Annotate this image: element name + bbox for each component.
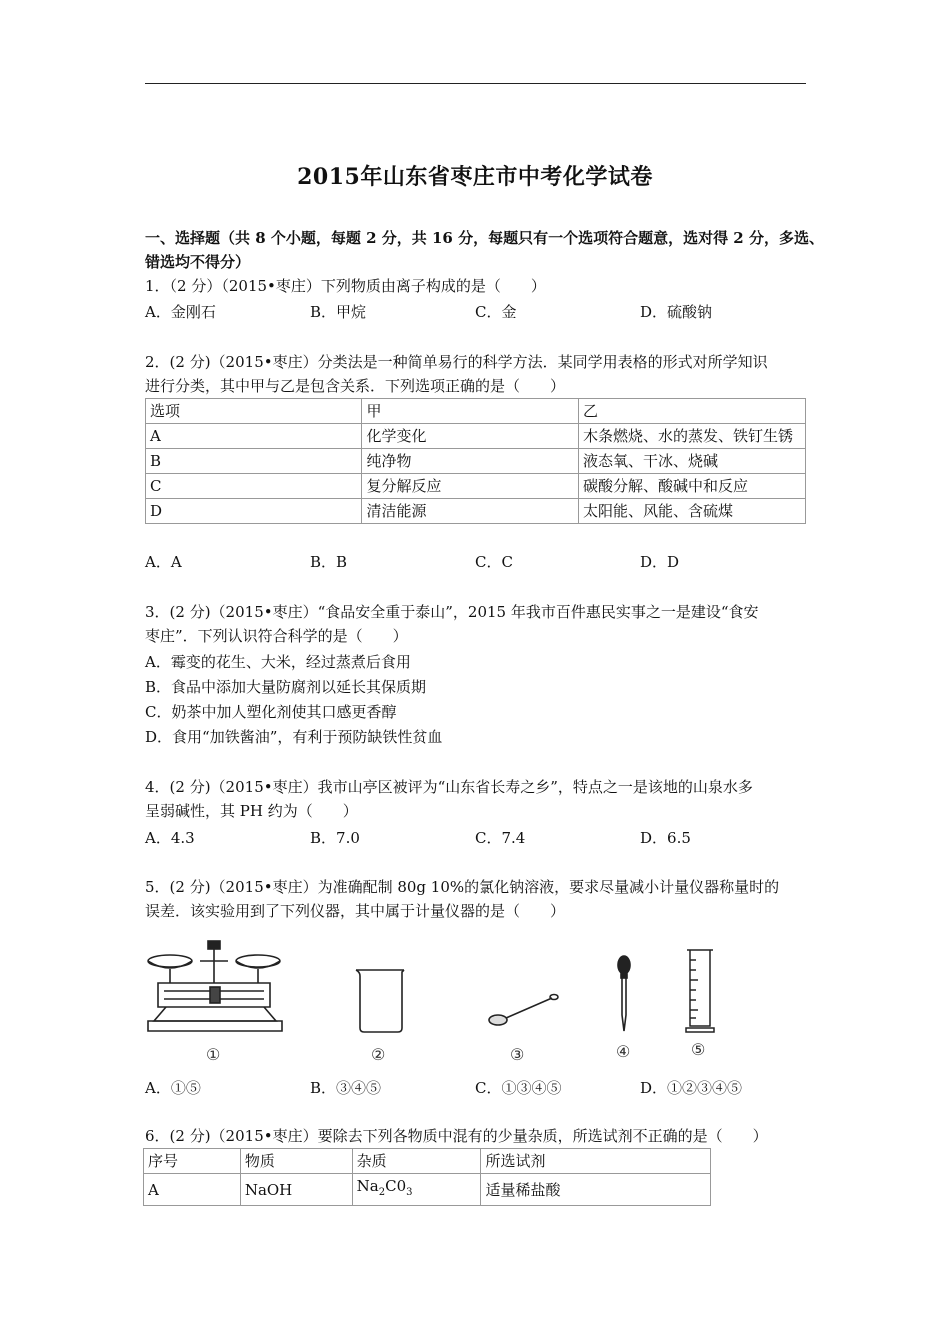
table-header-cell: 物质 (240, 1149, 352, 1174)
table-cell: B (146, 449, 362, 474)
q4-stem-cont: 呈弱碱性，其 PH 约为（ ） (145, 802, 358, 820)
beaker-icon (352, 966, 408, 1036)
q3-option-a[interactable]: A．霉变的花生、大米，经过蒸煮后食用 (145, 653, 411, 671)
q3-stem: 3．(2 分)（2015•枣庄）“食品安全重于泰山”，2015 年我市百件惠民实事之一是建设“食安 (145, 603, 759, 621)
instrument-caption-4: ④ (616, 1042, 631, 1061)
table-cell: A (146, 424, 362, 449)
q5-stem-cont: 误差．该实验用到了下列仪器，其中属于计量仪器的是（ ） (145, 902, 566, 920)
q2-option-a[interactable]: A．A (145, 553, 182, 571)
q4-option-b[interactable]: B．7.0 (310, 829, 360, 847)
table-header-row (146, 399, 806, 424)
q1-option-d[interactable]: D．硫酸钠 (640, 303, 713, 321)
header-rule (145, 83, 806, 84)
page-title: 2015年山东省枣庄市中考化学试卷 (297, 164, 653, 190)
q3-stem-cont: 枣庄”．下列认识符合科学的是（ ） (145, 627, 408, 645)
table-cell: NaOH (240, 1174, 352, 1206)
q4-option-d[interactable]: D．6.5 (640, 829, 691, 847)
table-cell: 清洁能源 (362, 499, 579, 524)
instrument-caption-3: ③ (510, 1045, 525, 1064)
q4-option-a[interactable]: A．4.3 (145, 829, 195, 847)
table-row (146, 474, 806, 499)
dropper-icon (612, 955, 636, 1035)
table-header-cell: 杂质 (352, 1149, 481, 1174)
table-header-cell: 乙 (579, 399, 806, 424)
table-cell-impurity (352, 1174, 481, 1206)
q5-option-a[interactable]: A．①⑤ (145, 1079, 201, 1097)
table-row (144, 1174, 711, 1206)
table-row (146, 499, 806, 524)
section-heading-cont: 错选均不得分） (145, 253, 251, 271)
q2-option-d[interactable]: D．D (640, 553, 680, 571)
table-header-cell: 所选试剂 (481, 1149, 711, 1174)
q6-stem: 6．(2 分)（2015•枣庄）要除去下列各物质中混有的少量杂质，所选试剂不正确的是（ ） (145, 1127, 768, 1145)
q5-stem: 5．(2 分)（2015•枣庄）为准确配制 80g 10%的氯化钠溶液，要求尽量减小计量仪器称量时的 (145, 878, 780, 896)
q2-option-c[interactable]: C．C (475, 553, 513, 571)
q3-option-b[interactable]: B．食品中添加大量防腐剂以延长其保质期 (145, 678, 427, 696)
q3-option-c[interactable]: C．奶茶中加人塑化剂使其口感更香醇 (145, 703, 397, 721)
formula-part: C0 (385, 1177, 407, 1195)
table-cell: 纯净物 (362, 449, 579, 474)
table-cell: 碳酸分解、酸碱中和反应 (579, 474, 806, 499)
q2-table (145, 398, 806, 524)
formula-subscript: 2 (378, 1187, 386, 1198)
table-cell: 液态氧、干冰、烧碱 (579, 449, 806, 474)
q3-option-d[interactable]: D．食用“加铁酱油”，有利于预防缺铁性贫血 (145, 728, 443, 746)
table-cell: 太阳能、风能、含硫煤 (579, 499, 806, 524)
q1-option-b[interactable]: B．甲烷 (310, 303, 367, 321)
instrument-caption-2: ② (371, 1045, 386, 1064)
table-cell: C (146, 474, 362, 499)
q1-stem: 1．（2 分）（2015•枣庄）下列物质由离子构成的是（ ） (145, 277, 546, 295)
q5-option-b[interactable]: B．③④⑤ (310, 1079, 382, 1097)
formula-subscript: 3 (406, 1187, 413, 1198)
q4-option-c[interactable]: C．7.4 (475, 829, 526, 847)
table-row (146, 424, 806, 449)
table-header-cell: 序号 (144, 1149, 241, 1174)
q2-stem-cont: 进行分类，其中甲与乙是包含关系．下列选项正确的是（ ） (145, 377, 566, 395)
table-row (146, 449, 806, 474)
table-header-cell: 选项 (146, 399, 362, 424)
table-cell: 化学变化 (362, 424, 579, 449)
table-cell: 复分解反应 (362, 474, 579, 499)
table-header-cell: 甲 (362, 399, 579, 424)
table-header-row (144, 1149, 711, 1174)
q5-option-d[interactable]: D．①②③④⑤ (640, 1079, 743, 1097)
q1-option-a[interactable]: A．金刚石 (145, 303, 216, 321)
section-heading: 一、选择题（共 8 个小题，每题 2 分，共 16 分，每题只有一个选项符合题意，选对得 2 分，多选、 (145, 229, 824, 247)
table-cell: D (146, 499, 362, 524)
spatula-icon (484, 990, 564, 1030)
instrument-caption-5: ⑤ (691, 1040, 706, 1059)
q6-table (143, 1148, 711, 1206)
graduated-cylinder-icon (684, 946, 716, 1034)
balance-scale-icon (140, 935, 290, 1040)
formula-part: Na (356, 1177, 379, 1195)
table-cell: A (144, 1174, 241, 1206)
q2-option-b[interactable]: B．B (310, 553, 348, 571)
q5-option-c[interactable]: C．①③④⑤ (475, 1079, 562, 1097)
q4-stem: 4．(2 分)（2015•枣庄）我市山亭区被评为“山东省长寿之乡”，特点之一是该地的山泉水多 (145, 778, 753, 796)
instrument-caption-1: ① (206, 1045, 221, 1064)
q2-stem: 2．(2 分)（2015•枣庄）分类法是一种简单易行的科学方法．某同学用表格的形式对所学知识 (145, 353, 768, 371)
table-cell: 木条燃烧、水的蒸发、铁钉生锈 (579, 424, 806, 449)
q1-option-c[interactable]: C．金 (475, 303, 517, 321)
table-cell: 适量稀盐酸 (481, 1174, 711, 1206)
